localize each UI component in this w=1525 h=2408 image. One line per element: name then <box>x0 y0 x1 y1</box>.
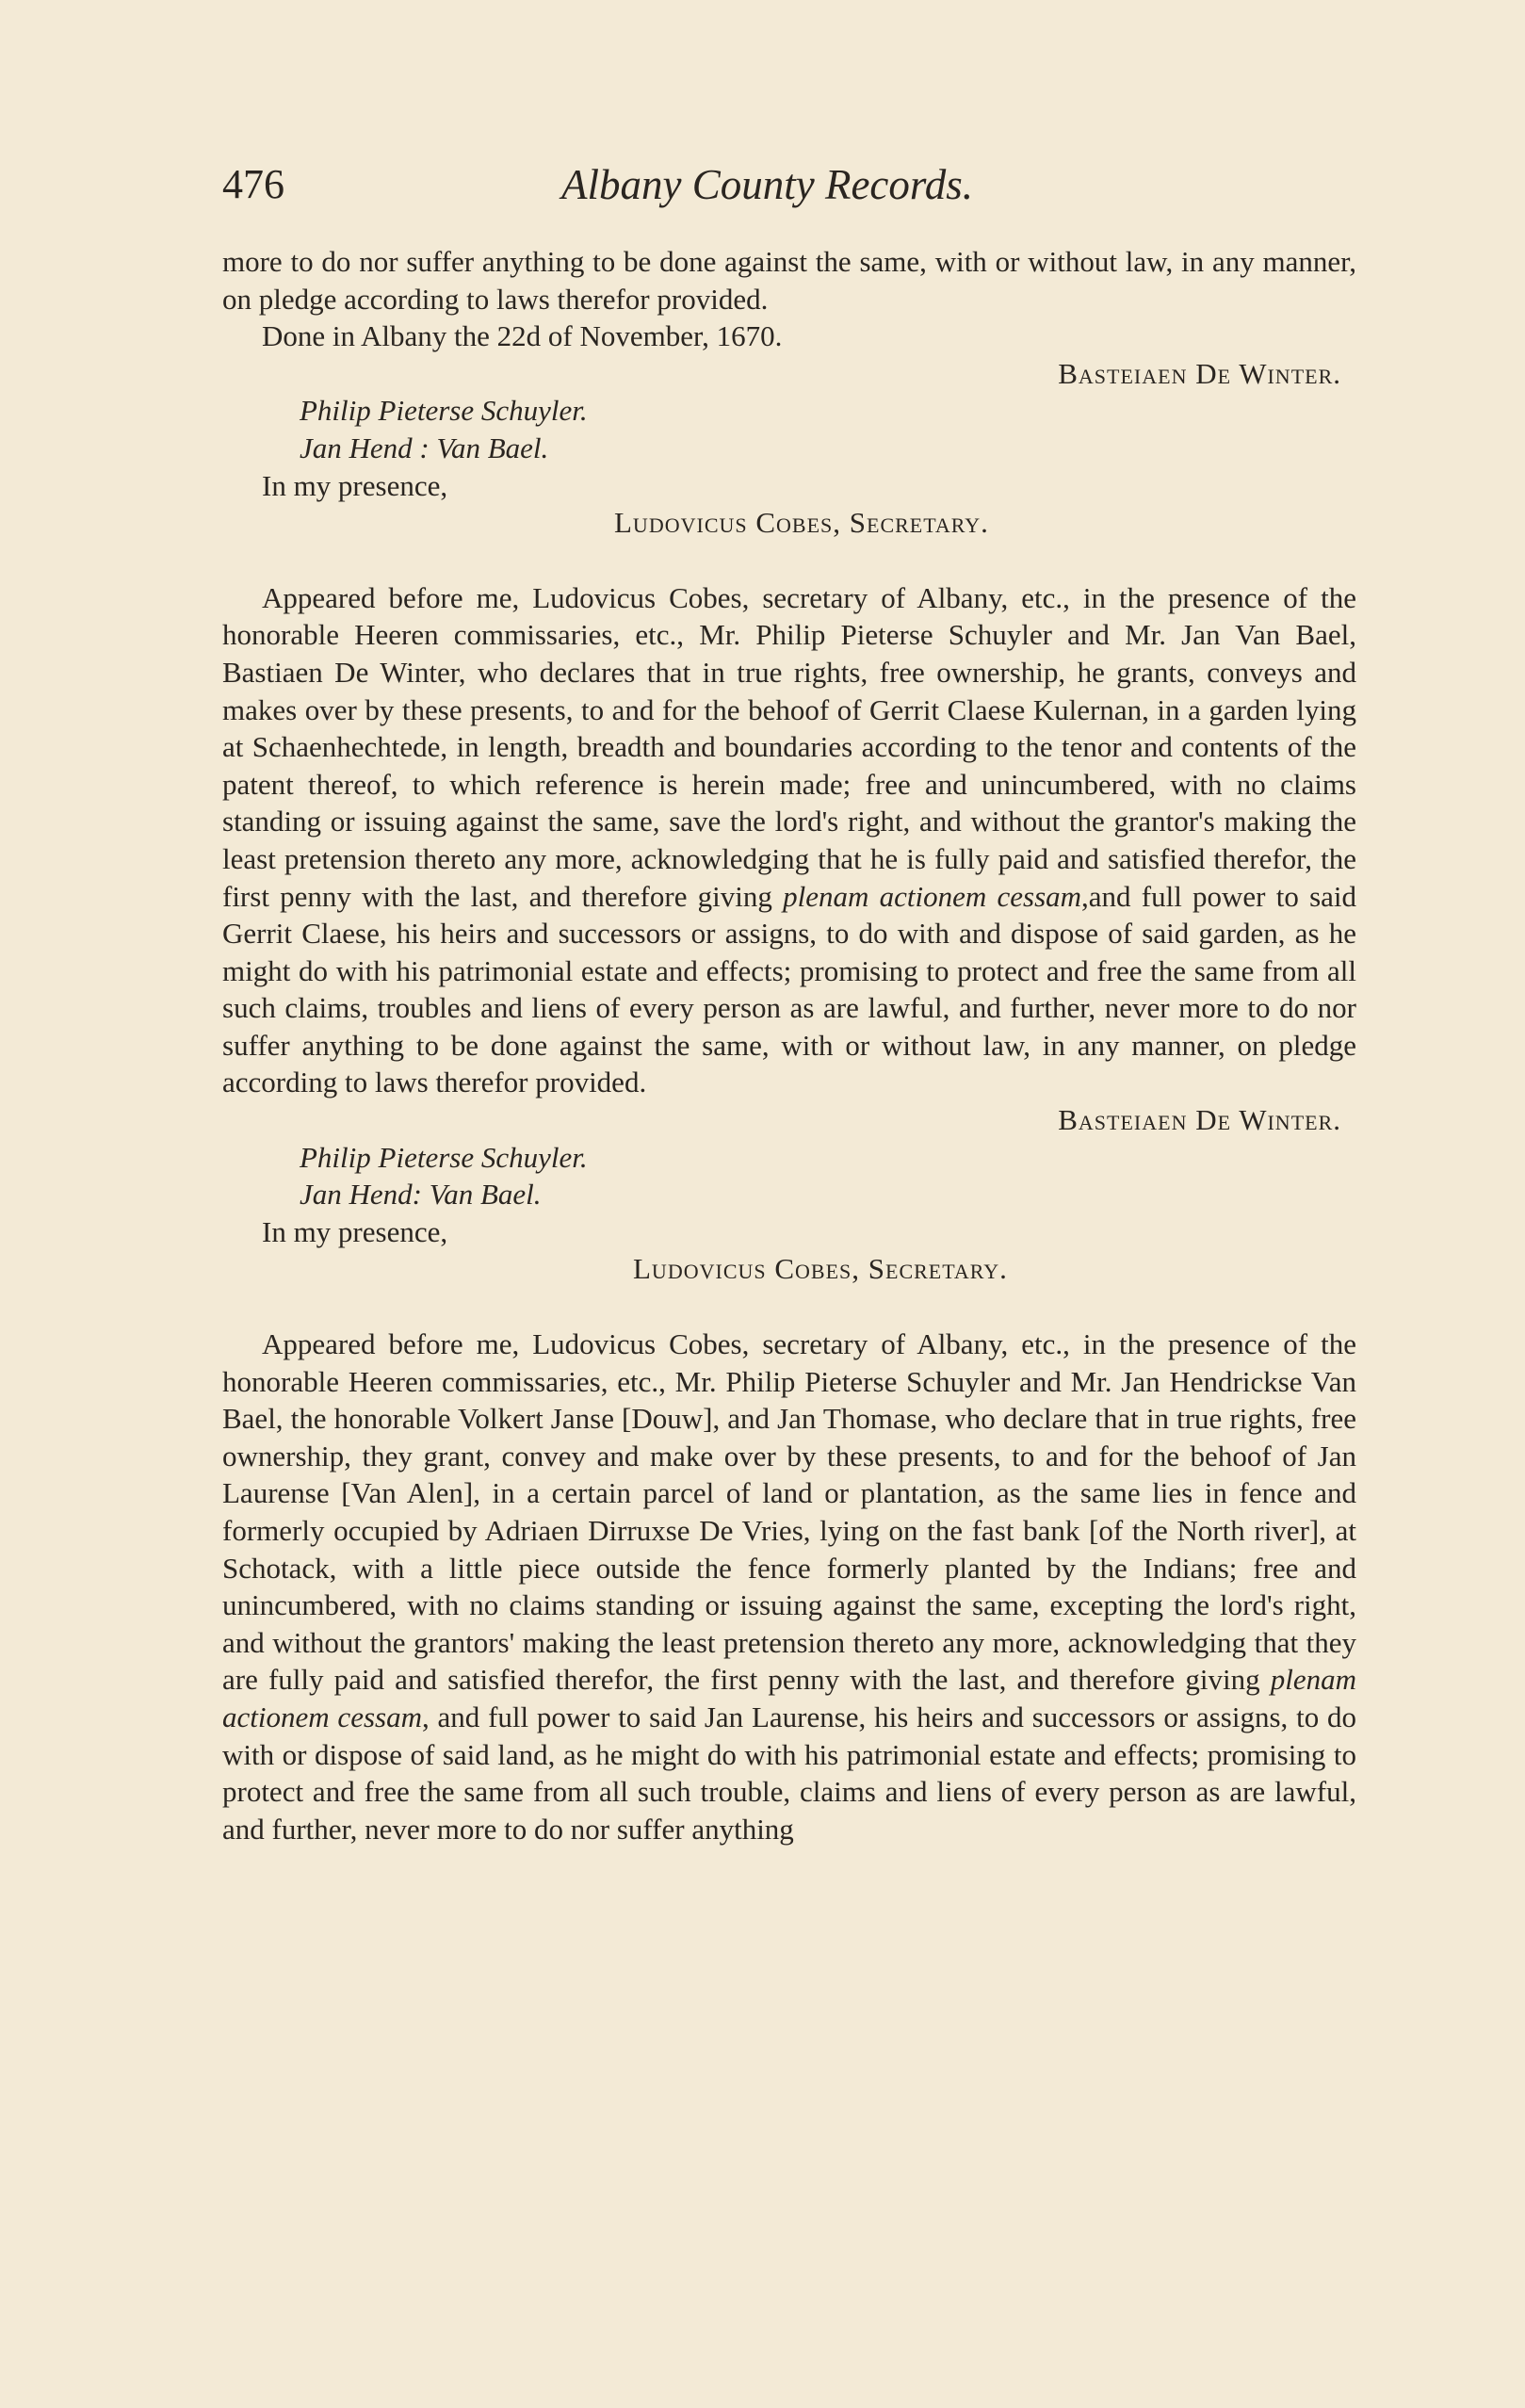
running-title: Albany County Records. <box>561 161 973 208</box>
page-number: 476 <box>222 161 284 207</box>
section-gap <box>222 1288 1356 1326</box>
deed-paragraph <box>222 579 1356 1101</box>
deed-paragraph <box>222 1326 1356 1847</box>
secretary-signature: Ludovicus Cobes, Secretary. <box>614 506 989 540</box>
deed-text: Appeared before me, Ludovicus Cobes, secretary of Albany, etc., in the presence of the honorable Heeren commissaries, etc., Mr. Philip Pieterse Schuyler and Mr. Jan Hendrickse Van Bael, the honorable Volkert Janse [Douw], and Jan Thomase, who declare that in true rights, free ownership, they grant, convey and make over by these presents, to and for the behoof of Jan Laurense [Van Alen], in a certain parcel of land or plantation, as the same lies in fence and formerly occupied by Adriaen Dirruxse De Vries, lying on the fast bank [of the North river], at Schotack, with a little piece outside the fence formerly planted by the Indians; free and unincumbered, with no claims standing or issuing against the same, excepting the lord's right, and without the grantors' making the least pretension thereto any more, acknowledging that they are fully paid and satisfied therefor, the first penny with the last, and therefore giving <box>222 1327 1356 1697</box>
witness-signature: Philip Pieterse Schuyler. <box>300 1140 588 1174</box>
witness-signature: Philip Pieterse Schuyler. <box>300 394 588 428</box>
presence-line: In my presence, <box>262 1214 448 1248</box>
deed-text: Appeared before me, Ludovicus Cobes, secretary of Albany, etc., in the presence of the honorable Heeren commissaries, etc., Mr. Philip Pieterse Schuyler and Mr. Jan Van Bael, Bastiaen De Winter, who declares that in true rights, free ownership, he grants, conveys and makes over by these presents, to and for the behoof of Gerrit Claese Kulernan, in a garden lying at Schaenhechtede, in length, breadth and boundaries according to the tenor and contents of the patent thereof, to which reference is herein made; free and unincumbered, with no claims standing or issuing against the same, save the lord's right, and without the grantor's making the least pretension thereto any more, acknowledging that he is fully paid and satisfied therefor, the first penny with the last, and therefore giving <box>222 580 1356 913</box>
grantor-signature: Basteiaen De Winter. <box>1058 1103 1341 1137</box>
page-header <box>222 160 1356 217</box>
grantor-signature: Basteiaen De Winter. <box>1058 356 1341 390</box>
deed-text: ,and full power to said Gerrit Claese, his heirs and successors or assigns, to do with and dispose of said garden, as he might do with his patrimonial estate and effects; promising to protect and free the same from all such claims, troubles and liens of every person as are lawful, and further, never more to do nor suffer anything to be done against the same, with or without law, in any manner, on pledge according to laws therefor provided. <box>222 879 1357 1099</box>
body-text <box>222 243 1356 1847</box>
witness-signature: Jan Hend : Van Bael. <box>300 431 549 464</box>
latin-phrase: plenam actionem cessam <box>222 1663 1356 1733</box>
latin-phrase: plenam actionem cessam <box>783 879 1082 913</box>
secretary-signature: Ludovicus Cobes, Secretary. <box>633 1252 1008 1286</box>
continuation-paragraph: more to do nor suffer anything to be done against the same, with or without law, in any manner, on pledge according to laws therefor provided. <box>222 245 1356 316</box>
witness-signature: Jan Hend: Van Bael. <box>300 1178 542 1212</box>
section-gap <box>222 542 1356 579</box>
presence-line: In my presence, <box>262 468 448 502</box>
deed-text: , and full power to said Jan Laurense, his heirs and successors or assigns, to do with or dispose of said land, as he might do with his patrimonial estate and effects; promising to protect and free the same from all such trouble, claims and liens of every person as are lawful, and further, never more to do nor suffer anything <box>222 1700 1356 1846</box>
date-line: Done in Albany the 22d of November, 1670. <box>262 319 783 353</box>
